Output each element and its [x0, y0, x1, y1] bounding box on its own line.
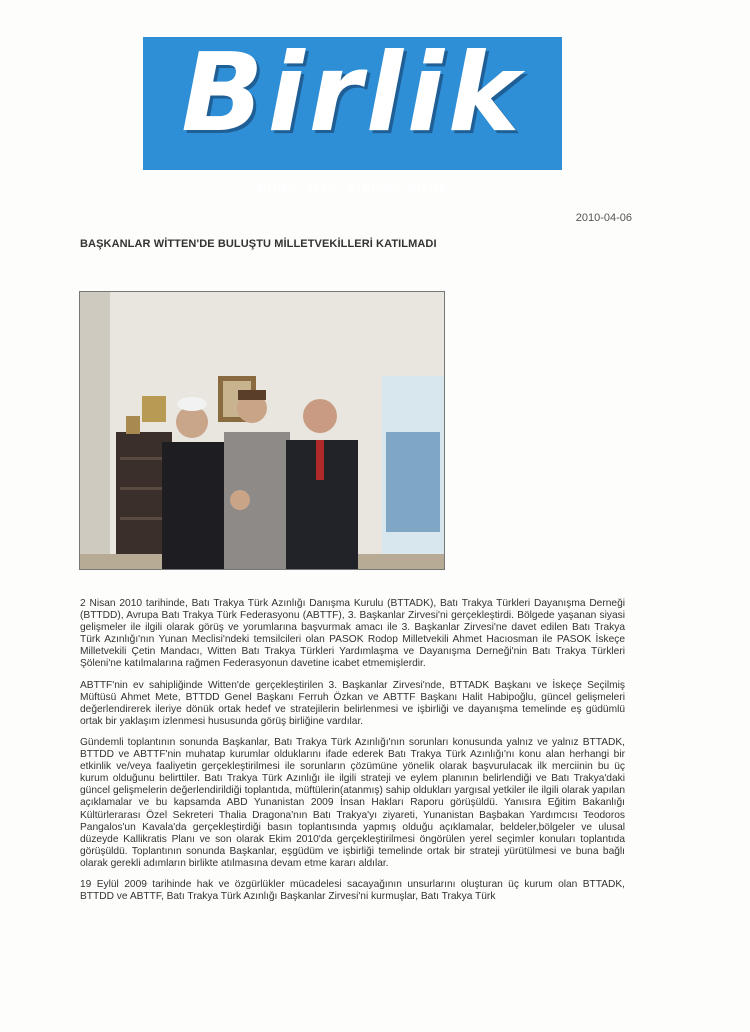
- masthead-title: Birlik: [181, 31, 524, 156]
- article-body: [80, 598, 625, 912]
- news-photo-icon: [80, 292, 444, 569]
- article-paragraph: 2 Nisan 2010 tarihinde, Batı Trakya Türk Azınlığı Danışma Kurulu (BTTADK), Batı Trakya Türkleri Dayanışma Derneği (BTTDD), Avrupa Batı Trakya Türk Federasyonu (ABTTF), 3. Başkanlar Zirvesi'ni gerçekleştirdi. Bölgede yaşanan siyasi gelişmeler ile ilgili olarak görüş ve yorumlarına başvurmak amacı ile 3. Başkanlar Zirvesi'ne davet edilen Batı Trakya Türk Azınlığı'nın Yunan Meclisi'ndeki temsilcileri olan PASOK Rodop Milletvekili Ahmet Hacıosman ile PASOK İskeçe Milletvekili Çetin Mandacı, Witten Batı Trakya Türkleri Yardımlaşma ve Dayanışma Derneği'nin Batı Trakya Türkleri Şöleni'ne katılmalarına rağmen Federasyonun davetine icabet etmemişlerdir.: [80, 598, 625, 670]
- article-paragraph: Gündemli toplantının sonunda Başkanlar, Batı Trakya Türk Azınlığı'nın sorunları konusunda yalnız ve yalnız BTTADK, BTTDD ve ABTTF'nin muhatap kurumlar olduklarını ifade ederek Batı Trakya Türk Azınlığı'nı konu alan herhangi bir etkinlik ve/veya faaliyetin gerçekleştirilmesi ile sorunların çözümüne yönelik olarak başvurulacak ilk merciinin bu üç kurum olduğunu belirttiler. Batı Trakya Türk Azınlığı ile ilgili strateji ve eylem planının belirlendiği ve Batı Trakya'daki güncel gelişmelerin değerlendirildiği toplantıda, müftülerin(atanmış) sahip oldukları yargısal yetkiler ile ilgili olarak yapılan açıklamalar ve bu kapsamda ABD Yunanistan 2009 İnsan Hakları Raporu görüşüldü. Yanısıra Eğitim Bakanlığı Kültürlerarası Özel Sekreteri Thalia Dragona'nın Batı Trakya'yı ziyareti, Yunanistan Başbakan Yardımcısı Teodoros Pangalos'un Kavala'da gerçekleştirdiği basın toplantısında yapmış olduğu açıklamalar, beldeler,bölgeler ve ulusal düzeyde Kallikratis Planı ve son olarak Ekim 2010'da gerçekleştirilmesi öngörülen yerel seçimler konuları toplantıda görüşüldü. Toplantının sonunda Başkanlar, eşgüdüm ve işbirliği temelinde ortak bir strateji yürütülmesi ve buna bağlı olarak gerekli adımların birlikte atılmasına devam etme kararı aldılar.: [80, 736, 625, 869]
- article-paragraph: ABTTF'nin ev sahipliğinde Witten'de gerçekleştirilen 3. Başkanlar Zirvesi'nde, BTTADK Başkanı ve İskeçe Seçilmiş Müftüsü Ahmet Mete, BTTDD Genel Başkanı Ferruh Özkan ve ABTTF Başkanı Halit Habipoğlu, güncel gelişmeleri değerlendirerek ileriye dönük ortak hedef ve stratejilerin belirlenmesi ve işbirliği ve dayanışma temelinde eş güdümlü ortak bir yaklaşım izlenmesi hususunda görüş birliğine vardılar.: [80, 679, 625, 727]
- newspaper-masthead: [143, 31, 562, 195]
- masthead-slogan: Dilde, İşte, Fikirde Birlik: [256, 181, 449, 195]
- article-photo: [79, 291, 445, 570]
- article-paragraph: 19 Eylül 2009 tarihinde hak ve özgürlükler mücadelesi sacayağının unsurlarını oluşturan üç kurum olan BTTADK, BTTDD ve ABTTF, Batı Trakya Türk Azınlığı Başkanlar Zirvesi'ni kurmuşlar, Batı Trakya Türk: [80, 878, 625, 903]
- article-headline: BAŞKANLAR WİTTEN'DE BULUŞTU MİLLETVEKİLLERİ KATILMADI: [80, 238, 437, 250]
- article-date: 2010-04-06: [575, 212, 632, 224]
